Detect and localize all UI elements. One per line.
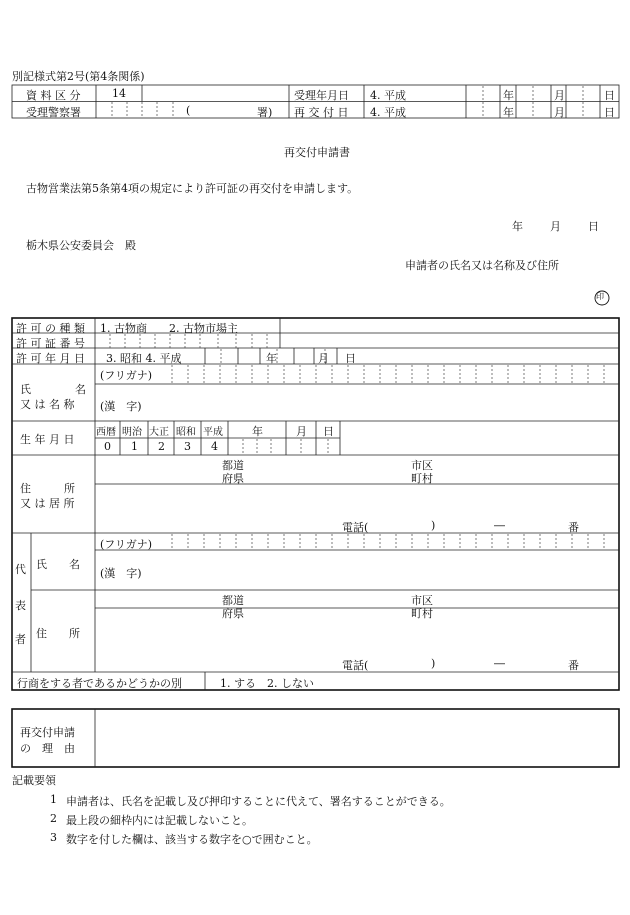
- applicant-line: 申請者の氏名又は名称及び住所: [405, 259, 559, 272]
- rep-phone-label: 電話(: [342, 659, 369, 672]
- data-category-value: 14: [112, 87, 126, 100]
- permit-number-label: 許 可 証 番 号: [16, 337, 85, 350]
- city-2: 町村: [411, 472, 433, 485]
- permit-date-year: 年: [266, 352, 277, 365]
- era-header-4: 平成: [203, 427, 223, 438]
- rep-phone-ban: 番: [568, 659, 579, 672]
- era-header-0: 西暦: [96, 427, 116, 438]
- rep-address-label: 住 所: [36, 627, 80, 640]
- note-num-2: 2: [50, 812, 57, 825]
- addressee: 栃木県公安委員会 殿: [26, 239, 136, 252]
- note-num-1: 1: [50, 793, 57, 806]
- header-day-2: 日: [604, 106, 615, 119]
- phone-ban: 番: [568, 521, 579, 534]
- police-station-suffix: 署): [257, 106, 273, 119]
- rep-char-1: 代: [15, 563, 26, 576]
- header-day-1: 日: [604, 89, 615, 102]
- issue-era: 4. 平成: [370, 106, 406, 119]
- birth-year: 年: [252, 425, 263, 438]
- header-month-1: 月: [554, 89, 565, 102]
- permit-date-month: 月: [318, 352, 329, 365]
- era-header-1: 明治: [122, 427, 142, 438]
- era-code-4: 4: [211, 440, 218, 453]
- name-furigana: (フリガナ): [100, 369, 153, 382]
- peddling-options: 1. する 2. しない: [220, 677, 314, 690]
- form-title: 再交付申請書: [284, 146, 350, 159]
- name-label-2: 又 は 名 称: [20, 398, 75, 411]
- header-month-2: 月: [554, 106, 565, 119]
- address-label-1: 住 所: [20, 482, 75, 495]
- rep-phone-close: ): [431, 657, 436, 670]
- phone-close: ): [431, 519, 436, 532]
- header-year-1: 年: [503, 89, 514, 102]
- form-label: 別記様式第2号(第4条関係): [12, 70, 145, 83]
- note-text-3: 数字を付した欄は、該当する数字を○で囲むこと。: [66, 833, 318, 846]
- peddling-label: 行商をする者であるかどうかの別: [17, 677, 182, 690]
- name-kanji: (漢 字): [100, 400, 142, 413]
- data-category-label: 資 料 区 分: [26, 89, 81, 102]
- header-year-2: 年: [503, 106, 514, 119]
- pref-2: 府県: [222, 472, 244, 485]
- received-date-label: 受理年月日: [294, 89, 349, 102]
- phone-label: 電話(: [342, 521, 369, 534]
- era-header-3: 昭和: [176, 427, 196, 438]
- city-1: 市区: [411, 459, 433, 472]
- rep-pref-1: 都道: [222, 594, 244, 607]
- rep-city-1: 市区: [411, 594, 433, 607]
- note-num-3: 3: [50, 831, 57, 844]
- reason-label-2: の 理 由: [20, 742, 75, 755]
- permit-type-options: 1. 古物商 2. 古物市場主: [100, 322, 238, 335]
- note-text-2: 最上段の細枠内には記載しないこと。: [66, 814, 253, 827]
- permit-date-day: 日: [345, 352, 356, 365]
- rep-phone-dash: ―: [494, 657, 505, 670]
- reason-label-1: 再交付申請: [20, 726, 75, 739]
- era-code-0: 0: [104, 440, 111, 453]
- name-label-1: 氏 名: [20, 383, 86, 396]
- birth-month: 月: [296, 425, 307, 438]
- date-month: 月: [550, 220, 561, 233]
- police-station-label: 受理警察署: [26, 106, 81, 119]
- permit-date-label: 許 可 年 月 日: [16, 352, 85, 365]
- date-year: 年: [512, 220, 523, 233]
- birth-label: 生 年 月 日: [20, 433, 75, 446]
- rep-furigana: (フリガナ): [100, 538, 153, 551]
- note-text-1: 申請者は、氏名を記載し及び押印することに代えて、署名することができる。: [66, 795, 451, 808]
- issue-date-label: 再 交 付 日: [294, 106, 349, 119]
- era-code-3: 3: [184, 440, 191, 453]
- address-label-2: 又 は 居 所: [20, 497, 75, 510]
- rep-pref-2: 府県: [222, 607, 244, 620]
- rep-kanji: (漢 字): [100, 567, 142, 580]
- intro-text: 古物営業法第5条第4項の規定により許可証の再交付を申請します。: [26, 182, 359, 195]
- pref-1: 都道: [222, 459, 244, 472]
- era-code-2: 2: [158, 440, 165, 453]
- birth-day: 日: [323, 425, 334, 438]
- rep-char-3: 者: [15, 633, 26, 646]
- rep-char-2: 表: [15, 599, 26, 612]
- era-code-1: 1: [131, 440, 138, 453]
- rep-name-label: 氏 名: [36, 558, 80, 571]
- permit-type-label: 許 可 の 種 類: [16, 322, 85, 335]
- date-day: 日: [588, 220, 599, 233]
- phone-dash: ―: [494, 519, 505, 532]
- rep-city-2: 町村: [411, 607, 433, 620]
- notes-heading: 記載要領: [12, 774, 56, 787]
- received-era: 4. 平成: [370, 89, 406, 102]
- permit-date-era: 3. 昭和 4. 平成: [106, 352, 182, 365]
- seal-char: 印: [596, 292, 604, 301]
- era-header-2: 大正: [149, 427, 169, 438]
- police-station-paren: (: [186, 104, 191, 117]
